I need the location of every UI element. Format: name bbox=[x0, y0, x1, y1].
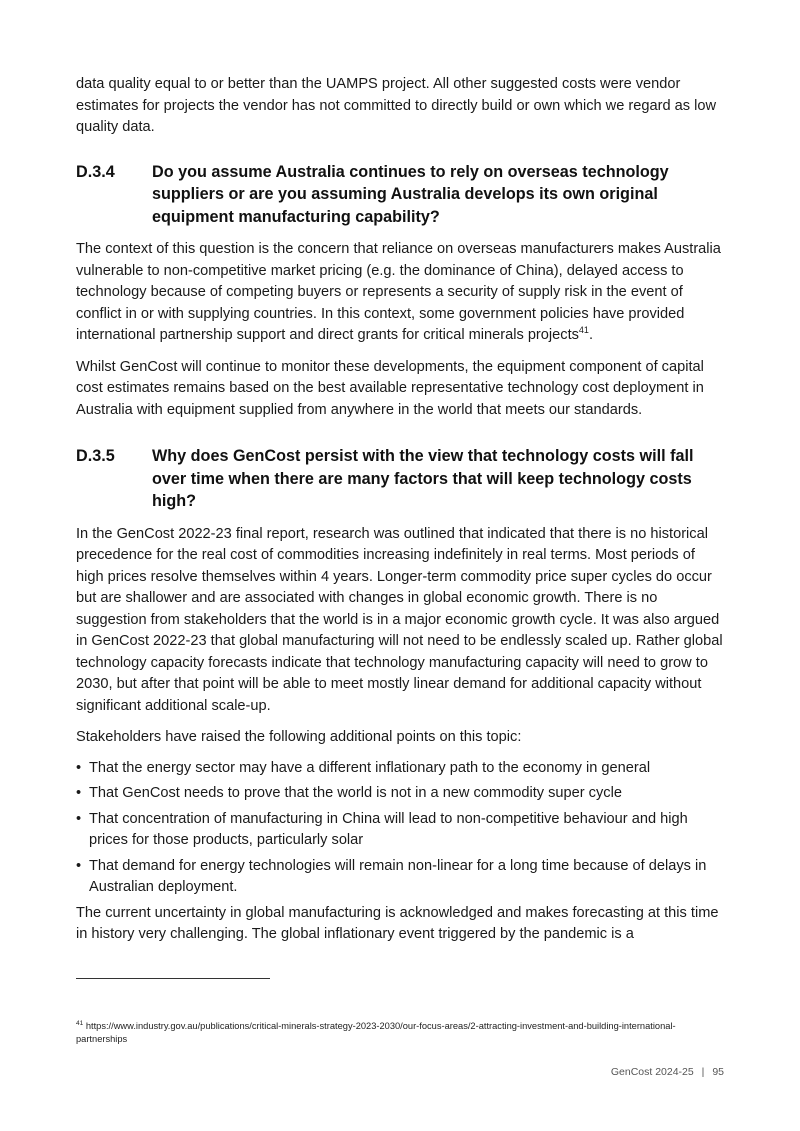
section-number: D.3.4 bbox=[76, 162, 115, 181]
section-heading-d35 bbox=[76, 445, 726, 513]
bullet-glyph: • bbox=[76, 857, 82, 874]
section-title: Do you assume Australia continues to rely on overseas technology suppliers or are you assuming Australia develops its own original equipment manufacturing capability? bbox=[152, 162, 669, 226]
bullet-glyph: • bbox=[76, 810, 82, 827]
list-item-text: That demand for energy technologies will remain non-linear for a long time because of delays in Australian deployment. bbox=[89, 857, 707, 895]
paragraph: Stakeholders have raised the following additional points on this topic: bbox=[76, 729, 522, 745]
list-item-text: That GenCost needs to prove that the world is not in a new commodity super cycle bbox=[89, 785, 622, 801]
paragraph-end: . bbox=[588, 327, 593, 343]
section-title: Why does GenCost persist with the view that technology costs will fall over time when there are many factors that will keep technology costs high? bbox=[152, 447, 694, 510]
paragraph-text: The context of this question is the concern that reliance on overseas manufacturers makes Australia vulnerable to non-competitive market pricing (e.g. the dominance of China), delayed access to technology because of competing buyers or represents a security of supply risk in the event of conflict in or with supplying countries. In this context, some government policies have provided international partnership support and direct grants for critical minerals projects bbox=[76, 241, 721, 343]
intro-paragraph: data quality equal to or better than the UAMPS project. All other suggested costs were vendor estimates for projects the vendor has not committed to directly build or own which we regard as low quality data. bbox=[76, 76, 716, 135]
bullet-glyph: • bbox=[76, 759, 82, 776]
page-content bbox=[76, 74, 726, 946]
paragraph: Whilst GenCost will continue to monitor these developments, the equipment component of capital cost estimates remains based on the best available representative technology cost deployment in Australia with equipment supplied from anywhere in the world that meets our standards. bbox=[76, 358, 704, 418]
bullet-list bbox=[76, 758, 726, 899]
list-item bbox=[76, 758, 726, 780]
paragraph: In the GenCost 2022-23 final report, research was outlined that indicated that there is no historical precedence for the real cost of commodities increasing indefinitely in real terms. Most periods of high prices resolve themselves within 4 years. Longer-term commodity price super cycles do occur but are shallower and are associated with changes in global economic growth. There is no suggestion from stakeholders that the world is in a major economic growth cycle. It was also argued in GenCost 2022-23 that global manufacturing will not need to be endlessly scaled up. Rather global technology capacity forecasts indicate that technology manufacturing capacity will need to grow to 2030, but after that point will be able to meet mostly linear demand for additional capacity without significant additional scale-up. bbox=[76, 525, 723, 714]
list-item-text: That the energy sector may have a different inflationary path to the economy in general bbox=[89, 759, 651, 776]
paragraph: The current uncertainty in global manufacturing is acknowledged and makes forecasting at this time in history very challenging. The global inflationary event triggered by the pandemic is a bbox=[76, 904, 719, 942]
footnote-url[interactable]: https://www.industry.gov.au/publications/critical-minerals-strategy-2023-2030/our-focus-areas/2-attracting-investment-and-building-international-partnerships bbox=[76, 1021, 676, 1044]
section-number: D.3.5 bbox=[76, 447, 115, 465]
list-item bbox=[76, 856, 726, 899]
page-number: 95 bbox=[712, 1066, 724, 1078]
bullet-glyph: • bbox=[76, 785, 82, 801]
footnote-reference[interactable]: 41 bbox=[578, 325, 589, 336]
paragraph bbox=[76, 239, 726, 347]
list-item bbox=[76, 783, 726, 805]
list-item bbox=[76, 809, 726, 852]
page-footer bbox=[611, 1066, 724, 1078]
section-heading-d34 bbox=[76, 161, 726, 229]
footer-report-name: GenCost 2024-25 bbox=[610, 1066, 694, 1078]
list-item-text: That concentration of manufacturing in China will lead to non-competitive behaviour and high prices for those products, particularly solar bbox=[89, 810, 688, 848]
footnote-number: 41 bbox=[76, 1019, 84, 1027]
footnote bbox=[76, 1020, 716, 1046]
footnote-divider bbox=[76, 978, 270, 979]
footer-separator: | bbox=[701, 1066, 705, 1078]
